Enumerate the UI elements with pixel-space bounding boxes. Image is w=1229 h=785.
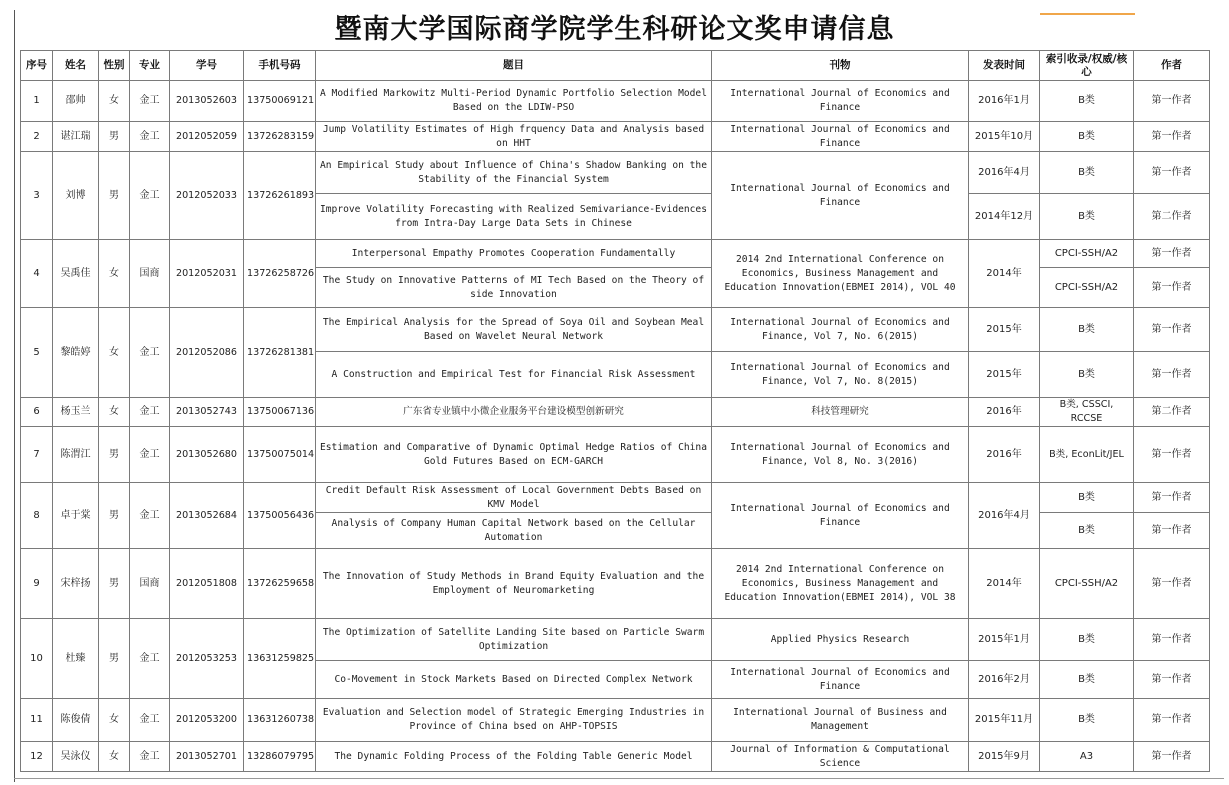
cell-phone: 13631260738: [244, 699, 316, 742]
cell-student-id: 2012052059: [170, 122, 244, 152]
page-left-border: [14, 10, 15, 782]
cell-name: 陈俊倩: [53, 699, 99, 742]
cell-student-id: 2013052684: [170, 483, 244, 549]
table-row: [21, 122, 1210, 152]
header-index-level: 索引收录/权威/核心: [1040, 51, 1134, 81]
cell-major: 国商: [130, 240, 170, 308]
cell-name: 谌江瑞: [53, 122, 99, 152]
cell-phone: 13750056436: [244, 483, 316, 549]
cell-paper-title: Co-Movement in Stock Markets Based on Directed Complex Network: [316, 661, 712, 699]
cell-paper-title: Credit Default Risk Assessment of Local Government Debts Based on KMV Model: [316, 483, 712, 513]
cell-author-role: 第一作者: [1134, 308, 1210, 352]
header-row: [21, 51, 1210, 81]
cell-major: 金工: [130, 427, 170, 483]
cell-index-level: B类: [1040, 661, 1134, 699]
cell-phone: 13726261893: [244, 152, 316, 240]
cell-publish-date: 2016年1月: [969, 81, 1040, 122]
cell-major: 金工: [130, 308, 170, 398]
cell-index-level: B类: [1040, 152, 1134, 194]
cell-student-id: 2013052603: [170, 81, 244, 122]
cell-index: 3: [21, 152, 53, 240]
table-row: [21, 427, 1210, 483]
cell-paper-title: Jump Volatility Estimates of High frquency Data and Analysis based on HHT: [316, 122, 712, 152]
table-row: [21, 619, 1210, 661]
cell-gender: 女: [99, 398, 130, 427]
cell-phone: 13286079795: [244, 742, 316, 772]
cell-index-level: B类, EconLit/JEL: [1040, 427, 1134, 483]
header-phone: 手机号码: [244, 51, 316, 81]
cell-name: 吴泳仪: [53, 742, 99, 772]
header-publish-date: 发表时间: [969, 51, 1040, 81]
table-row: [21, 549, 1210, 619]
cell-publish-date: 2015年: [969, 308, 1040, 352]
cell-journal: International Journal of Economics and Finance: [712, 122, 969, 152]
cell-paper-title: A Modified Markowitz Multi-Period Dynamic Portfolio Selection Model Based on the LDIW-PSO: [316, 81, 712, 122]
cell-gender: 男: [99, 152, 130, 240]
cell-gender: 男: [99, 427, 130, 483]
cell-publish-date: 2016年: [969, 398, 1040, 427]
cell-phone: 13726283159: [244, 122, 316, 152]
cell-index-level: B类: [1040, 352, 1134, 398]
header-major: 专业: [130, 51, 170, 81]
header-journal: 刊物: [712, 51, 969, 81]
header-author-role: 作者: [1134, 51, 1210, 81]
cell-student-id: 2012052086: [170, 308, 244, 398]
cell-paper-title: The Study on Innovative Patterns of MI Tech Based on the Theory of side Innovation: [316, 268, 712, 308]
cell-gender: 男: [99, 549, 130, 619]
cell-gender: 女: [99, 742, 130, 772]
cell-name: 吴禹佳: [53, 240, 99, 308]
cell-paper-title: Improve Volatility Forecasting with Realized Semivariance-Evidences from Intra-Day Large Data Sets in Chinese: [316, 194, 712, 240]
cell-index: 9: [21, 549, 53, 619]
cell-publish-date: 2015年9月: [969, 742, 1040, 772]
cell-index-level: B类: [1040, 699, 1134, 742]
cell-major: 金工: [130, 81, 170, 122]
header-student-id: 学号: [170, 51, 244, 81]
cell-journal: International Journal of Economics and Finance: [712, 661, 969, 699]
cell-name: 陈渭江: [53, 427, 99, 483]
cell-author-role: 第二作者: [1134, 398, 1210, 427]
cell-student-id: 2012052033: [170, 152, 244, 240]
cell-index-level: B类: [1040, 483, 1134, 513]
cell-journal: International Journal of Economics and Finance, Vol 8, No. 3(2016): [712, 427, 969, 483]
cell-paper-title: Analysis of Company Human Capital Network based on the Cellular Automation: [316, 513, 712, 549]
table-row: [21, 483, 1210, 513]
cell-publish-date: 2015年: [969, 352, 1040, 398]
cell-journal: Applied Physics Research: [712, 619, 969, 661]
cell-gender: 女: [99, 308, 130, 398]
cell-publish-date: 2014年: [969, 240, 1040, 308]
cell-phone: 13750075014: [244, 427, 316, 483]
cell-author-role: 第一作者: [1134, 122, 1210, 152]
cell-publish-date: 2014年12月: [969, 194, 1040, 240]
table-row: [21, 742, 1210, 772]
cell-journal: 2014 2nd International Conference on Economics, Business Management and Education Innovation(EBMEI 2014), VOL 40: [712, 240, 969, 308]
cell-publish-date: 2014年: [969, 549, 1040, 619]
cell-journal: International Journal of Economics and Finance: [712, 152, 969, 240]
cell-index: 6: [21, 398, 53, 427]
table-row: [21, 240, 1210, 268]
cell-index-level: CPCI-SSH/A2: [1040, 240, 1134, 268]
cell-index-level: B类: [1040, 513, 1134, 549]
cell-publish-date: 2016年2月: [969, 661, 1040, 699]
cell-name: 邵帅: [53, 81, 99, 122]
cell-author-role: 第二作者: [1134, 194, 1210, 240]
cell-author-role: 第一作者: [1134, 81, 1210, 122]
cell-author-role: 第一作者: [1134, 513, 1210, 549]
table-row: [21, 152, 1210, 194]
header-paper-title: 题目: [316, 51, 712, 81]
cell-student-id: 2013052680: [170, 427, 244, 483]
cell-paper-title: Estimation and Comparative of Dynamic Optimal Hedge Ratios of China Gold Futures Based on ECM-GARCH: [316, 427, 712, 483]
cell-author-role: 第一作者: [1134, 427, 1210, 483]
cell-name: 宋梓扬: [53, 549, 99, 619]
cell-index: 4: [21, 240, 53, 308]
cell-index: 8: [21, 483, 53, 549]
cell-phone: 13726259658: [244, 549, 316, 619]
cell-paper-title: A Construction and Empirical Test for Financial Risk Assessment: [316, 352, 712, 398]
cell-author-role: 第一作者: [1134, 661, 1210, 699]
header-gender: 性别: [99, 51, 130, 81]
cell-publish-date: 2015年10月: [969, 122, 1040, 152]
cell-index-level: CPCI-SSH/A2: [1040, 268, 1134, 308]
cell-publish-date: 2016年4月: [969, 152, 1040, 194]
cell-journal: Journal of Information & Computational Science: [712, 742, 969, 772]
header-name: 姓名: [53, 51, 99, 81]
cell-journal: 科技管理研究: [712, 398, 969, 427]
cell-student-id: 2012051808: [170, 549, 244, 619]
cell-paper-title: The Innovation of Study Methods in Brand Equity Evaluation and the Employment of Neuromarketing: [316, 549, 712, 619]
cell-journal: International Journal of Economics and Finance, Vol 7, No. 6(2015): [712, 308, 969, 352]
cell-author-role: 第一作者: [1134, 240, 1210, 268]
cell-major: 金工: [130, 699, 170, 742]
cell-publish-date: 2016年4月: [969, 483, 1040, 549]
cell-index: 12: [21, 742, 53, 772]
cell-index-level: B类: [1040, 619, 1134, 661]
cell-index: 2: [21, 122, 53, 152]
award-application-table: [20, 50, 1210, 772]
cell-index: 1: [21, 81, 53, 122]
cell-paper-title: The Dynamic Folding Process of the Folding Table Generic Model: [316, 742, 712, 772]
cell-author-role: 第一作者: [1134, 742, 1210, 772]
cell-gender: 男: [99, 619, 130, 699]
cell-index-level: B类, CSSCI, RCCSE: [1040, 398, 1134, 427]
cell-publish-date: 2015年1月: [969, 619, 1040, 661]
cell-major: 金工: [130, 619, 170, 699]
cell-index-level: CPCI-SSH/A2: [1040, 549, 1134, 619]
cell-phone: 13631259825: [244, 619, 316, 699]
cell-author-role: 第一作者: [1134, 352, 1210, 398]
cell-journal: International Journal of Economics and Finance, Vol 7, No. 8(2015): [712, 352, 969, 398]
cell-phone: 13750067136: [244, 398, 316, 427]
cell-major: 金工: [130, 398, 170, 427]
cell-index: 10: [21, 619, 53, 699]
cell-name: 黎皓婷: [53, 308, 99, 398]
cell-major: 金工: [130, 742, 170, 772]
cell-phone: 13726281381: [244, 308, 316, 398]
cell-index: 5: [21, 308, 53, 398]
cell-major: 金工: [130, 122, 170, 152]
cell-author-role: 第一作者: [1134, 268, 1210, 308]
cell-student-id: 2013052743: [170, 398, 244, 427]
table-row: [21, 81, 1210, 122]
cell-major: 金工: [130, 483, 170, 549]
cell-student-id: 2012053253: [170, 619, 244, 699]
cell-major: 国商: [130, 549, 170, 619]
table-row: [21, 699, 1210, 742]
cell-paper-title: An Empirical Study about Influence of China's Shadow Banking on the Stability of the Financial System: [316, 152, 712, 194]
cell-index-level: B类: [1040, 194, 1134, 240]
cell-name: 卓于棠: [53, 483, 99, 549]
cell-paper-title: 广东省专业镇中小微企业服务平台建设模型创新研究: [316, 398, 712, 427]
cell-name: 杨玉兰: [53, 398, 99, 427]
cell-journal: International Journal of Business and Management: [712, 699, 969, 742]
cell-journal: International Journal of Economics and Finance: [712, 483, 969, 549]
header-index: 序号: [21, 51, 53, 81]
cell-author-role: 第一作者: [1134, 699, 1210, 742]
cell-name: 刘博: [53, 152, 99, 240]
cell-gender: 女: [99, 699, 130, 742]
cell-index: 11: [21, 699, 53, 742]
cell-gender: 女: [99, 81, 130, 122]
table-row: [21, 308, 1210, 352]
cell-phone: 13726258726: [244, 240, 316, 308]
cell-student-id: 2012052031: [170, 240, 244, 308]
cell-index: 7: [21, 427, 53, 483]
cell-gender: 男: [99, 122, 130, 152]
page-bottom-border: [14, 778, 1224, 779]
cell-paper-title: Evaluation and Selection model of Strategic Emerging Industries in Province of China bsed on AHP-TOPSIS: [316, 699, 712, 742]
cell-author-role: 第一作者: [1134, 152, 1210, 194]
cell-author-role: 第一作者: [1134, 549, 1210, 619]
cell-paper-title: The Optimization of Satellite Landing Site based on Particle Swarm Optimization: [316, 619, 712, 661]
cell-paper-title: Interpersonal Empathy Promotes Cooperation Fundamentally: [316, 240, 712, 268]
cell-paper-title: The Empirical Analysis for the Spread of Soya Oil and Soybean Meal Based on Wavelet Neural Network: [316, 308, 712, 352]
cell-author-role: 第一作者: [1134, 483, 1210, 513]
cell-index-level: B类: [1040, 81, 1134, 122]
cell-index-level: B类: [1040, 122, 1134, 152]
cell-index-level: B类: [1040, 308, 1134, 352]
document-title: 暨南大学国际商学院学生科研论文奖申请信息: [334, 14, 895, 45]
cell-gender: 女: [99, 240, 130, 308]
cell-student-id: 2013052701: [170, 742, 244, 772]
cell-phone: 13750069121: [244, 81, 316, 122]
table-row: [21, 398, 1210, 427]
cell-student-id: 2012053200: [170, 699, 244, 742]
cell-journal: International Journal of Economics and Finance: [712, 81, 969, 122]
cell-major: 金工: [130, 152, 170, 240]
cell-journal: 2014 2nd International Conference on Economics, Business Management and Education Innovation(EBMEI 2014), VOL 38: [712, 549, 969, 619]
cell-name: 杜臻: [53, 619, 99, 699]
cell-index-level: A3: [1040, 742, 1134, 772]
cell-publish-date: 2016年: [969, 427, 1040, 483]
cell-publish-date: 2015年11月: [969, 699, 1040, 742]
cell-author-role: 第一作者: [1134, 619, 1210, 661]
cell-gender: 男: [99, 483, 130, 549]
